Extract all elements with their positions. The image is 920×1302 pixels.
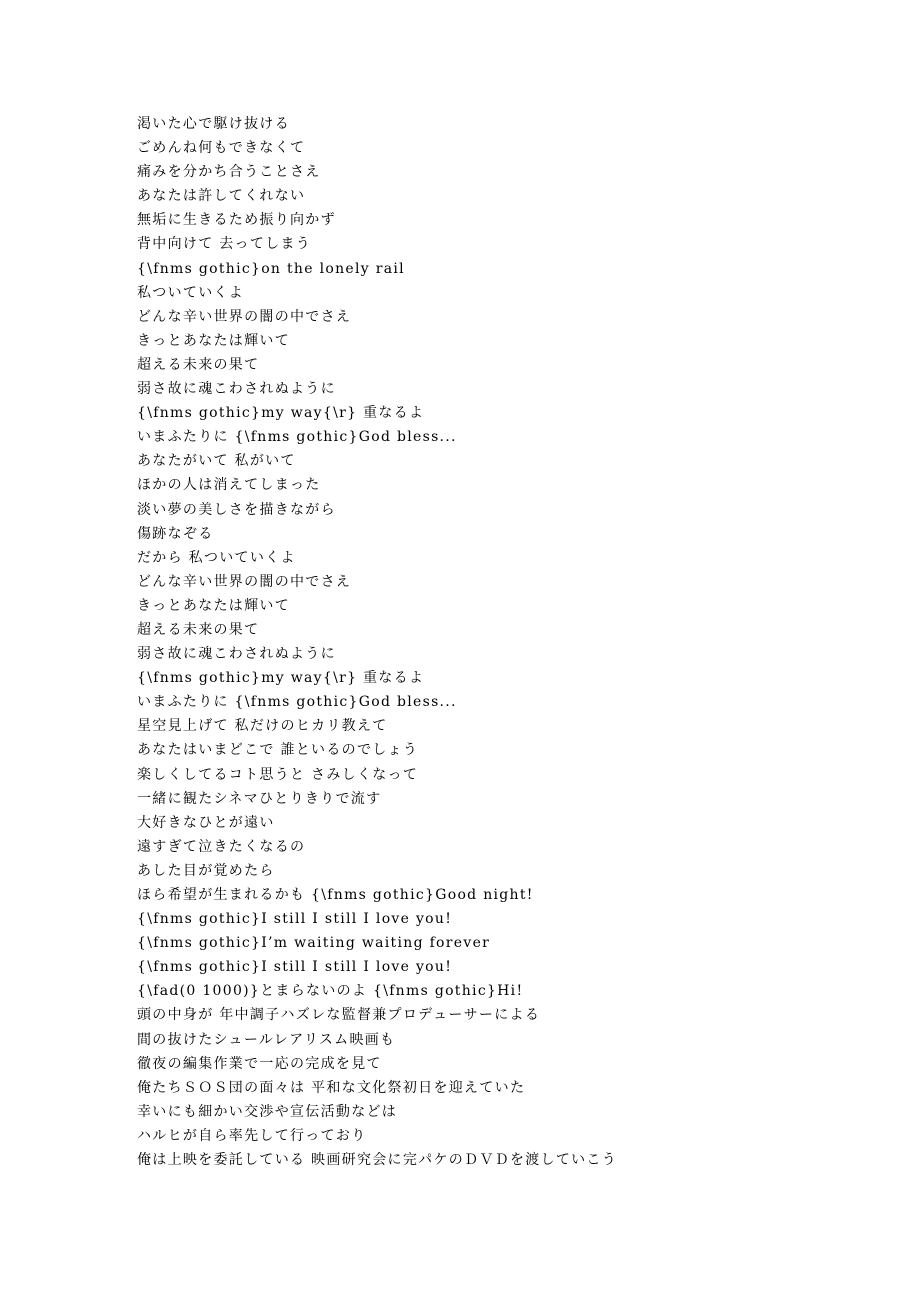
text-line: 徹夜の編集作業で一応の完成を見て (137, 1055, 382, 1072)
text-line: {\fad(0 1000)}とまらないのよ {\fnms gothic}Hi! (137, 983, 524, 1000)
text-line: 傷跡なぞる (137, 525, 214, 542)
text-line: 超える未来の果て (137, 356, 260, 373)
text-line: いまふたりに {\fnms gothic}God bless... (137, 694, 457, 711)
text-line: 幸いにも細かい交渉や宣伝活動などは (137, 1103, 398, 1120)
text-line: あなたはいまどこで 誰といるのでしょう (137, 742, 419, 759)
text-line: どんな辛い世界の闇の中でさえ (137, 308, 352, 325)
text-line: ほかの人は消えてしまった (137, 477, 321, 494)
text-line: {\fnms gothic}my way{\r} 重なるよ (137, 405, 425, 422)
text-line: 星空見上げて 私だけのヒカリ教えて (137, 718, 388, 735)
text-line: 遠すぎて泣きたくなるの (137, 838, 306, 855)
text-line: 頭の中身が 年中調子ハズレな監督兼プロデューサーによる (137, 1007, 541, 1024)
text-line: {\fnms gothic}my way{\r} 重なるよ (137, 670, 425, 687)
text-line: あなたがいて 私がいて (137, 453, 296, 470)
text-line: ハルヒが自ら率先して行っており (137, 1127, 367, 1144)
text-line: {\fnms gothic}I still I still I love you! (137, 911, 453, 928)
text-line: ごめんね何もできなくて (137, 140, 306, 157)
text-line: あなたは許してくれない (137, 188, 306, 205)
text-line: あした目が覚めたら (137, 862, 275, 879)
text-line: {\fnms gothic}I’m waiting waiting forever (137, 935, 491, 952)
text-line: 一緒に観たシネマひとりきりで流す (137, 790, 382, 807)
text-line: どんな辛い世界の闇の中でさえ (137, 573, 352, 590)
text-line: {\fnms gothic}on the lonely rail (137, 260, 405, 277)
text-line: 間の抜けたシュールレアリスム映画も (137, 1031, 396, 1048)
text-line: 弱さ故に魂こわされぬように (137, 646, 336, 663)
text-line: 私ついていくよ (137, 284, 245, 301)
text-line: 弱さ故に魂こわされぬように (137, 381, 336, 398)
text-line: だから 私ついていくよ (137, 549, 296, 566)
text-line: きっとあなたは輝いて (137, 597, 290, 614)
text-line: 痛みを分かち合うことさえ (137, 164, 321, 181)
text-line: 大好きなひとが遠い (137, 814, 275, 831)
text-line: 超える未来の果て (137, 621, 260, 638)
text-line: 渇いた心で駆け抜ける (137, 116, 290, 132)
text-line: 背中向けて 去ってしまう (137, 236, 312, 253)
text-line: 無垢に生きるため振り向かず (137, 212, 336, 229)
text-line: 俺は上映を委託している 映画研究会に完パケのＤＶＤを渡していこう (137, 1152, 618, 1169)
text-line: {\fnms gothic}I still I still I love you! (137, 959, 453, 976)
text-line: ほら希望が生まれるかも {\fnms gothic}Good night! (137, 887, 534, 903)
text-line: 淡い夢の美しさを描きながら (137, 501, 336, 518)
text-line: 楽しくしてるコト思うと さみしくなって (137, 766, 419, 783)
text-line: いまふたりに {\fnms gothic}God bless... (137, 429, 457, 446)
text-line: きっとあなたは輝いて (137, 332, 290, 349)
lyrics-text-block (137, 112, 877, 1172)
text-line: 俺たちＳＯＳ団の面々は 平和な文化祭初日を迎えていた (137, 1079, 526, 1096)
